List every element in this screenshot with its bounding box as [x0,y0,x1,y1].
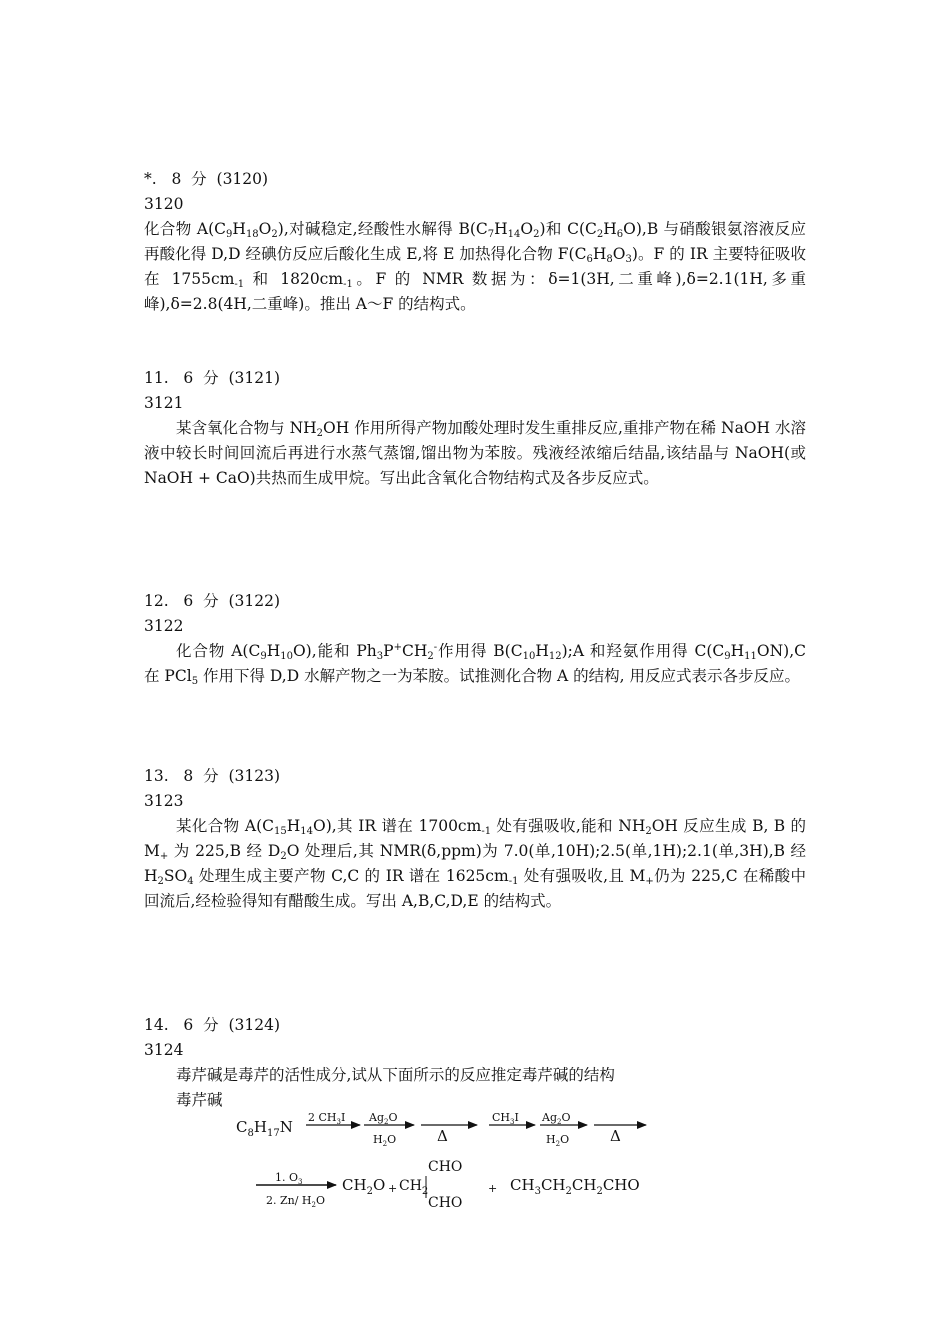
question-body: 化合物 $A(C_9H_{18}O_2)$,对碱稳定,经酸性水解得 $B(C_7H_{14}O_2)$和 $C(C_2H_6O),B$ 与硝酸银氨溶液反应再酸化得 D,D 经碘仿反应后酸化生成 E,将 E 加热得化合物 $F(C_6H_8O_3)$。F 的 IR 主要特征吸收在 $1755cm_{-1}$ 和 $1820cm_{-1}$。F 的 NMR 数据为：δ=1(3H,二重峰),δ=2.1(1H,多重峰),δ=2.8(4H,二重峰)。推出 A～F 的结构式。 [144,220,807,313]
product-dialdehyde-center: $CH_2$ [399,1178,429,1197]
question-header: 11. 6 分 (3121) [144,369,281,387]
plus-sign: + [488,1182,498,1195]
question-3122 [144,589,806,689]
reagent-label: $CH_3I$ [492,1111,519,1126]
product-butanal: $CH_3CH_2CH_2CHO$ [510,1176,640,1197]
question-body: 某化合物 $A(C_{15}H_{14}O)$,其 IR 谱在 $1700cm_{-1}$ 处有强吸收,能和 $NH_2OH$ 反应生成 B, B 的 $M_+$ 为 225,B 经 $D_2O$ 处理后,其 NMR(δ,ppm)为 7.0(单,10H);2.5(单,1H);2.1(单,3H),B 经 $H_2SO_4$ 处理生成主要产物 C,C 的 IR 谱在 $1625cm_{-1}$ 处有强吸收,且 $M_+$仍为 225,C 在稀酸中回流后,经检验得知有醋酸生成。写出 A,B,C,D,E 的结构式。 [144,817,806,910]
question-3124 [144,1013,806,1113]
product-dialdehyde-top: CHO [428,1159,463,1175]
product-formaldehyde: $CH_2O$ [342,1176,386,1197]
product-dialdehyde-bottom: CHO [428,1195,463,1211]
reagent-label: 1. $O_3$ [275,1171,303,1186]
reagent-label: $Ag_2O$ [542,1111,571,1126]
question-id: 3122 [144,617,184,635]
reagent-label: $Ag_2O$ [369,1111,398,1126]
question-header: 12. 6 分 (3122) [144,592,281,610]
question-body: 某含氧化合物与 $NH_2OH$ 作用所得产物加酸处理时发生重排反应,重排产物在稀 NaOH 水溶液中较长时间回流后再进行水蒸气蒸馏,馏出物为苯胺。残液经浓缩后结晶,该结晶与 NaOH(或 NaOH + CaO)共热而生成甲烷。写出此含氧化合物结构式及各步反应式。 [144,419,806,487]
reagent-label: $H_2O$ [546,1133,570,1148]
question-header: 14. 6 分 (3124) [144,1016,281,1034]
question-header: *. 8 分 (3120) [144,170,269,188]
question-body-line: 毒芹碱是毒芹的活性成分,试从下面所示的反应推定毒芹碱的结构 [176,1066,615,1084]
heat-symbol: Δ [437,1127,448,1145]
question-id: 3121 [144,394,184,412]
question-body: 化合物 $A(C_9H_{10}O)$,能和 $Ph_3P^+CH_2^-$作用得 $B(C_{10}H_{12});A$ 和羟氨作用得 $C(C_9H_{11}ON),C$ 在 PCl$_5$ 作用下得 D,D 水解产物之一为苯胺。试推测化合物 A 的结构, 用反应式表示各步反应。 [144,642,806,687]
heat-symbol: Δ [610,1127,621,1145]
question-header: 13. 8 分 (3123) [144,767,281,785]
question-3123 [144,764,806,914]
question-id: 3120 [144,195,184,213]
plus-sign: + [388,1182,398,1195]
question-3120 [144,167,806,317]
question-body-line: 毒芹碱 [176,1091,223,1109]
question-3121 [144,366,806,491]
question-id: 3124 [144,1041,184,1059]
reagent-label: 2. Zn/ $H_2O$ [266,1194,326,1209]
reagent-label: 2 $CH_3I$ [308,1111,346,1126]
reagent-label: $H_2O$ [373,1133,397,1148]
question-id: 3123 [144,792,184,810]
start-formula: $C_8H_{17}N$ [236,1118,293,1139]
